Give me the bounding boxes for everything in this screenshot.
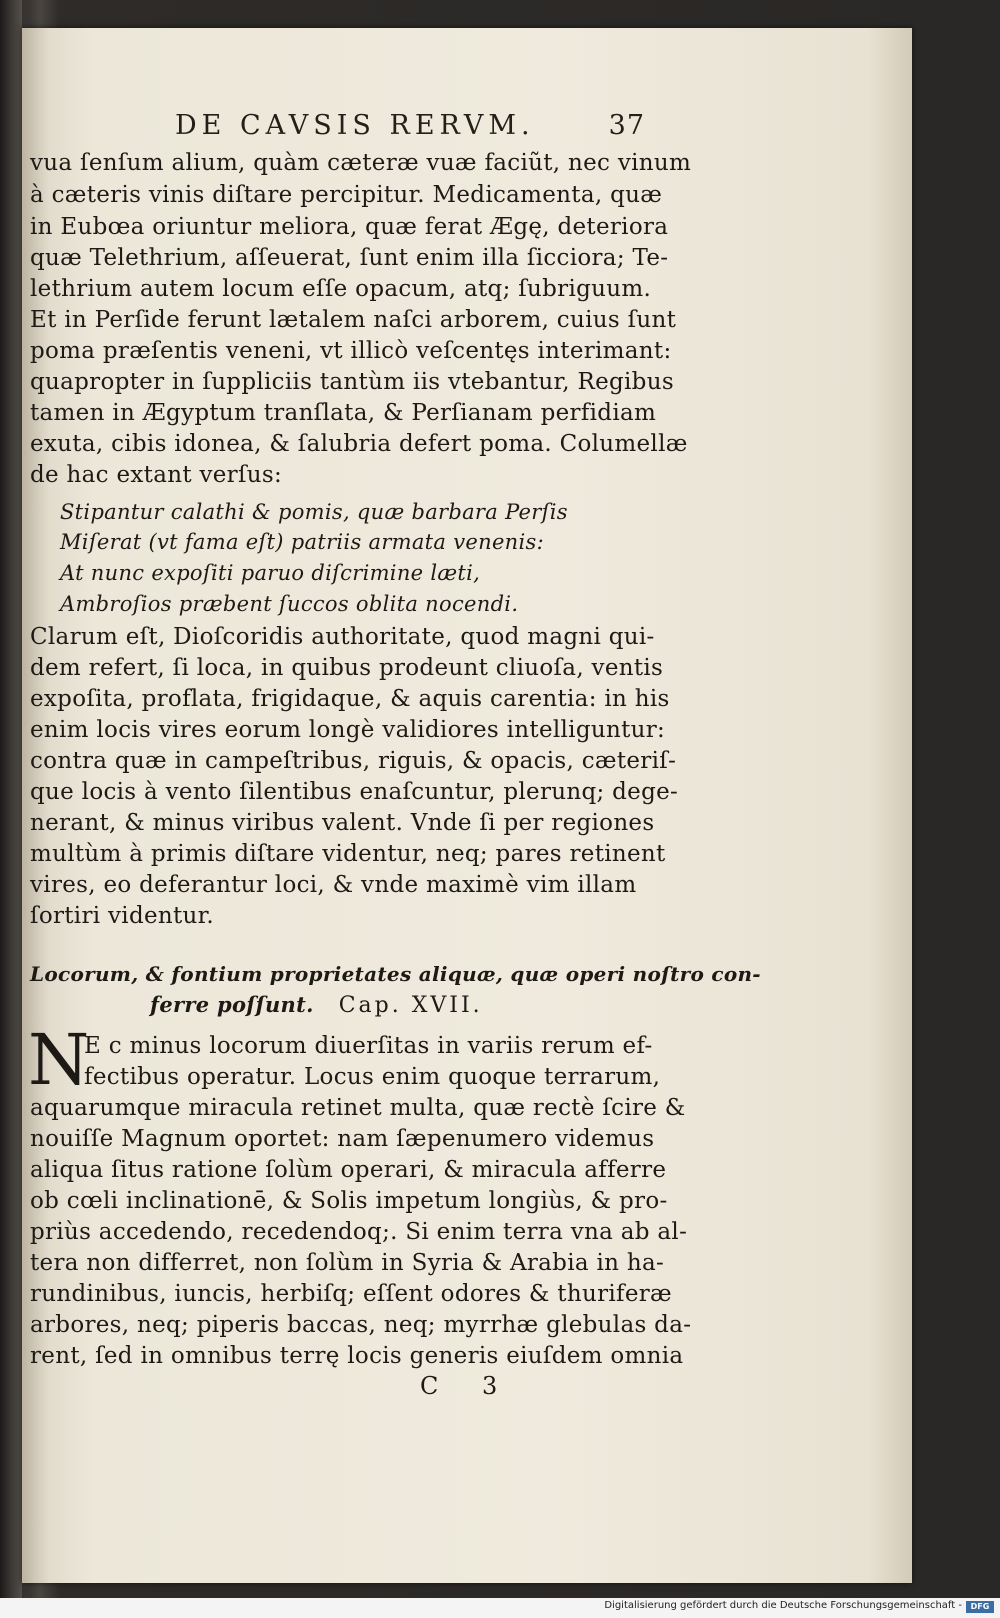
text-line: multùm à primis diſtare videntur, neq; pares retinent: [30, 841, 666, 867]
text-line: Clarum eſt, Dioſcoridis authoritate, quod magni qui-: [30, 624, 655, 650]
text-line: tera non differret, non ſolùm in Syria & Arabia in ha-: [30, 1250, 665, 1276]
text-line: vires, eo deferantur loci, & vnde maximè vim illam: [30, 872, 637, 898]
text-line: poma præſentis veneni, vt illicò veſcentęs interimant:: [30, 338, 672, 364]
chapter-heading-text: ferre poſſunt.: [150, 992, 314, 1017]
text-line: arbores, neq; piperis baccas, neq; myrrhæ glebulas da-: [30, 1312, 692, 1338]
text-line: in Eubœa oriuntur meliora, quæ ferat Ægę, deteriora: [30, 214, 669, 240]
running-head: [175, 110, 645, 141]
text-line: nouiſſe Magnum oportet: nam ſæpenumero videmus: [30, 1126, 655, 1152]
text-line: expoſita, proflata, frigidaque, & aquis carentia: in his: [30, 686, 670, 712]
signature-mark: C 3: [420, 1372, 516, 1400]
text-line: rundinibus, iuncis, herbiſq; eſſent odores & thuriferæ: [30, 1281, 672, 1307]
running-head-title: DE CAVSIS RERVM.: [175, 110, 535, 141]
text-line: rent, ſed in omnibus terrę locis generis eiuſdem omnia: [30, 1343, 684, 1369]
text-line: exuta, cibis idonea, & ſalubria defert poma. Columellæ: [30, 431, 688, 457]
text-line: fectibus operatur. Locus enim quoque terrarum,: [84, 1064, 661, 1090]
chapter-heading-line1: Locorum, & fontium proprietates aliquæ, quæ operi noſtro con-: [30, 962, 761, 986]
text-line: dem refert, ſi loca, in quibus prodeunt cliuoſa, ventis: [30, 655, 664, 681]
text-line: quapropter in ſuppliciis tantùm iis vtebantur, Regibus: [30, 369, 674, 395]
text-line: à cæteris vinis diſtare percipitur. Medicamenta, quæ: [30, 182, 663, 208]
text-line: aliqua ſitus ratione ſolùm operari, & miracula afferre: [30, 1157, 667, 1183]
chapter-number: Cap. XVII.: [338, 993, 483, 1018]
book-binding-edge: [0, 0, 22, 1618]
text-line: lethrium autem locum eſſe opacum, atq; ſubriguum.: [30, 276, 652, 302]
dfg-logo-icon: DFG: [966, 1601, 994, 1613]
verse-line: At nunc expoſiti paruo diſcrimine læti,: [60, 561, 481, 585]
funding-credit: Digitalisierung gefördert durch die Deutsche Forschungsgemeinschaft -: [604, 1600, 962, 1611]
text-line: priùs accedendo, recedendoq;. Si enim terra vna ab al-: [30, 1219, 688, 1245]
text-line: tamen in Ægyptum tranſlata, & Perſianam perfidiam: [30, 400, 657, 426]
text-line: nerant, & minus viribus valent. Vnde ſi per regiones: [30, 810, 655, 836]
text-line: de hac extant verſus:: [30, 462, 283, 488]
text-line: ob cœli inclinationē, & Solis impetum longiùs, & pro-: [30, 1188, 668, 1214]
page-number: 37: [608, 110, 645, 141]
text-line: E c minus locorum diuerſitas in variis rerum ef-: [84, 1033, 653, 1059]
chapter-heading-line2: [150, 992, 483, 1018]
text-line: quæ Telethrium, aſſeuerat, ſunt enim illa ſicciora; Te-: [30, 245, 669, 271]
text-line: vua ſenſum alium, quàm cæteræ vuæ faciũt, nec vinum: [30, 150, 692, 176]
text-line: ſortiri videntur.: [30, 903, 215, 929]
verse-line: Miſerat (vt fama eſt) patriis armata venenis:: [60, 530, 544, 554]
verse-line: Ambroſios præbent ſuccos oblita nocendi.: [60, 592, 519, 616]
drop-capital: N: [28, 1019, 90, 1101]
text-line: que locis à vento ſilentibus enaſcuntur, plerunq; dege-: [30, 779, 679, 805]
text-line: Et in Perſide ferunt lætalem naſci arborem, cuius ſunt: [30, 307, 677, 333]
text-line: contra quæ in campeſtribus, riguis, & opacis, cæteriſ-: [30, 748, 677, 774]
text-line: aquarumque miracula retinet multa, quæ rectè ſcire &: [30, 1095, 686, 1121]
text-line: enim locis vires eorum longè validiores intelliguntur:: [30, 717, 666, 743]
verse-line: Stipantur calathi & pomis, quæ barbara Perſis: [60, 500, 568, 524]
